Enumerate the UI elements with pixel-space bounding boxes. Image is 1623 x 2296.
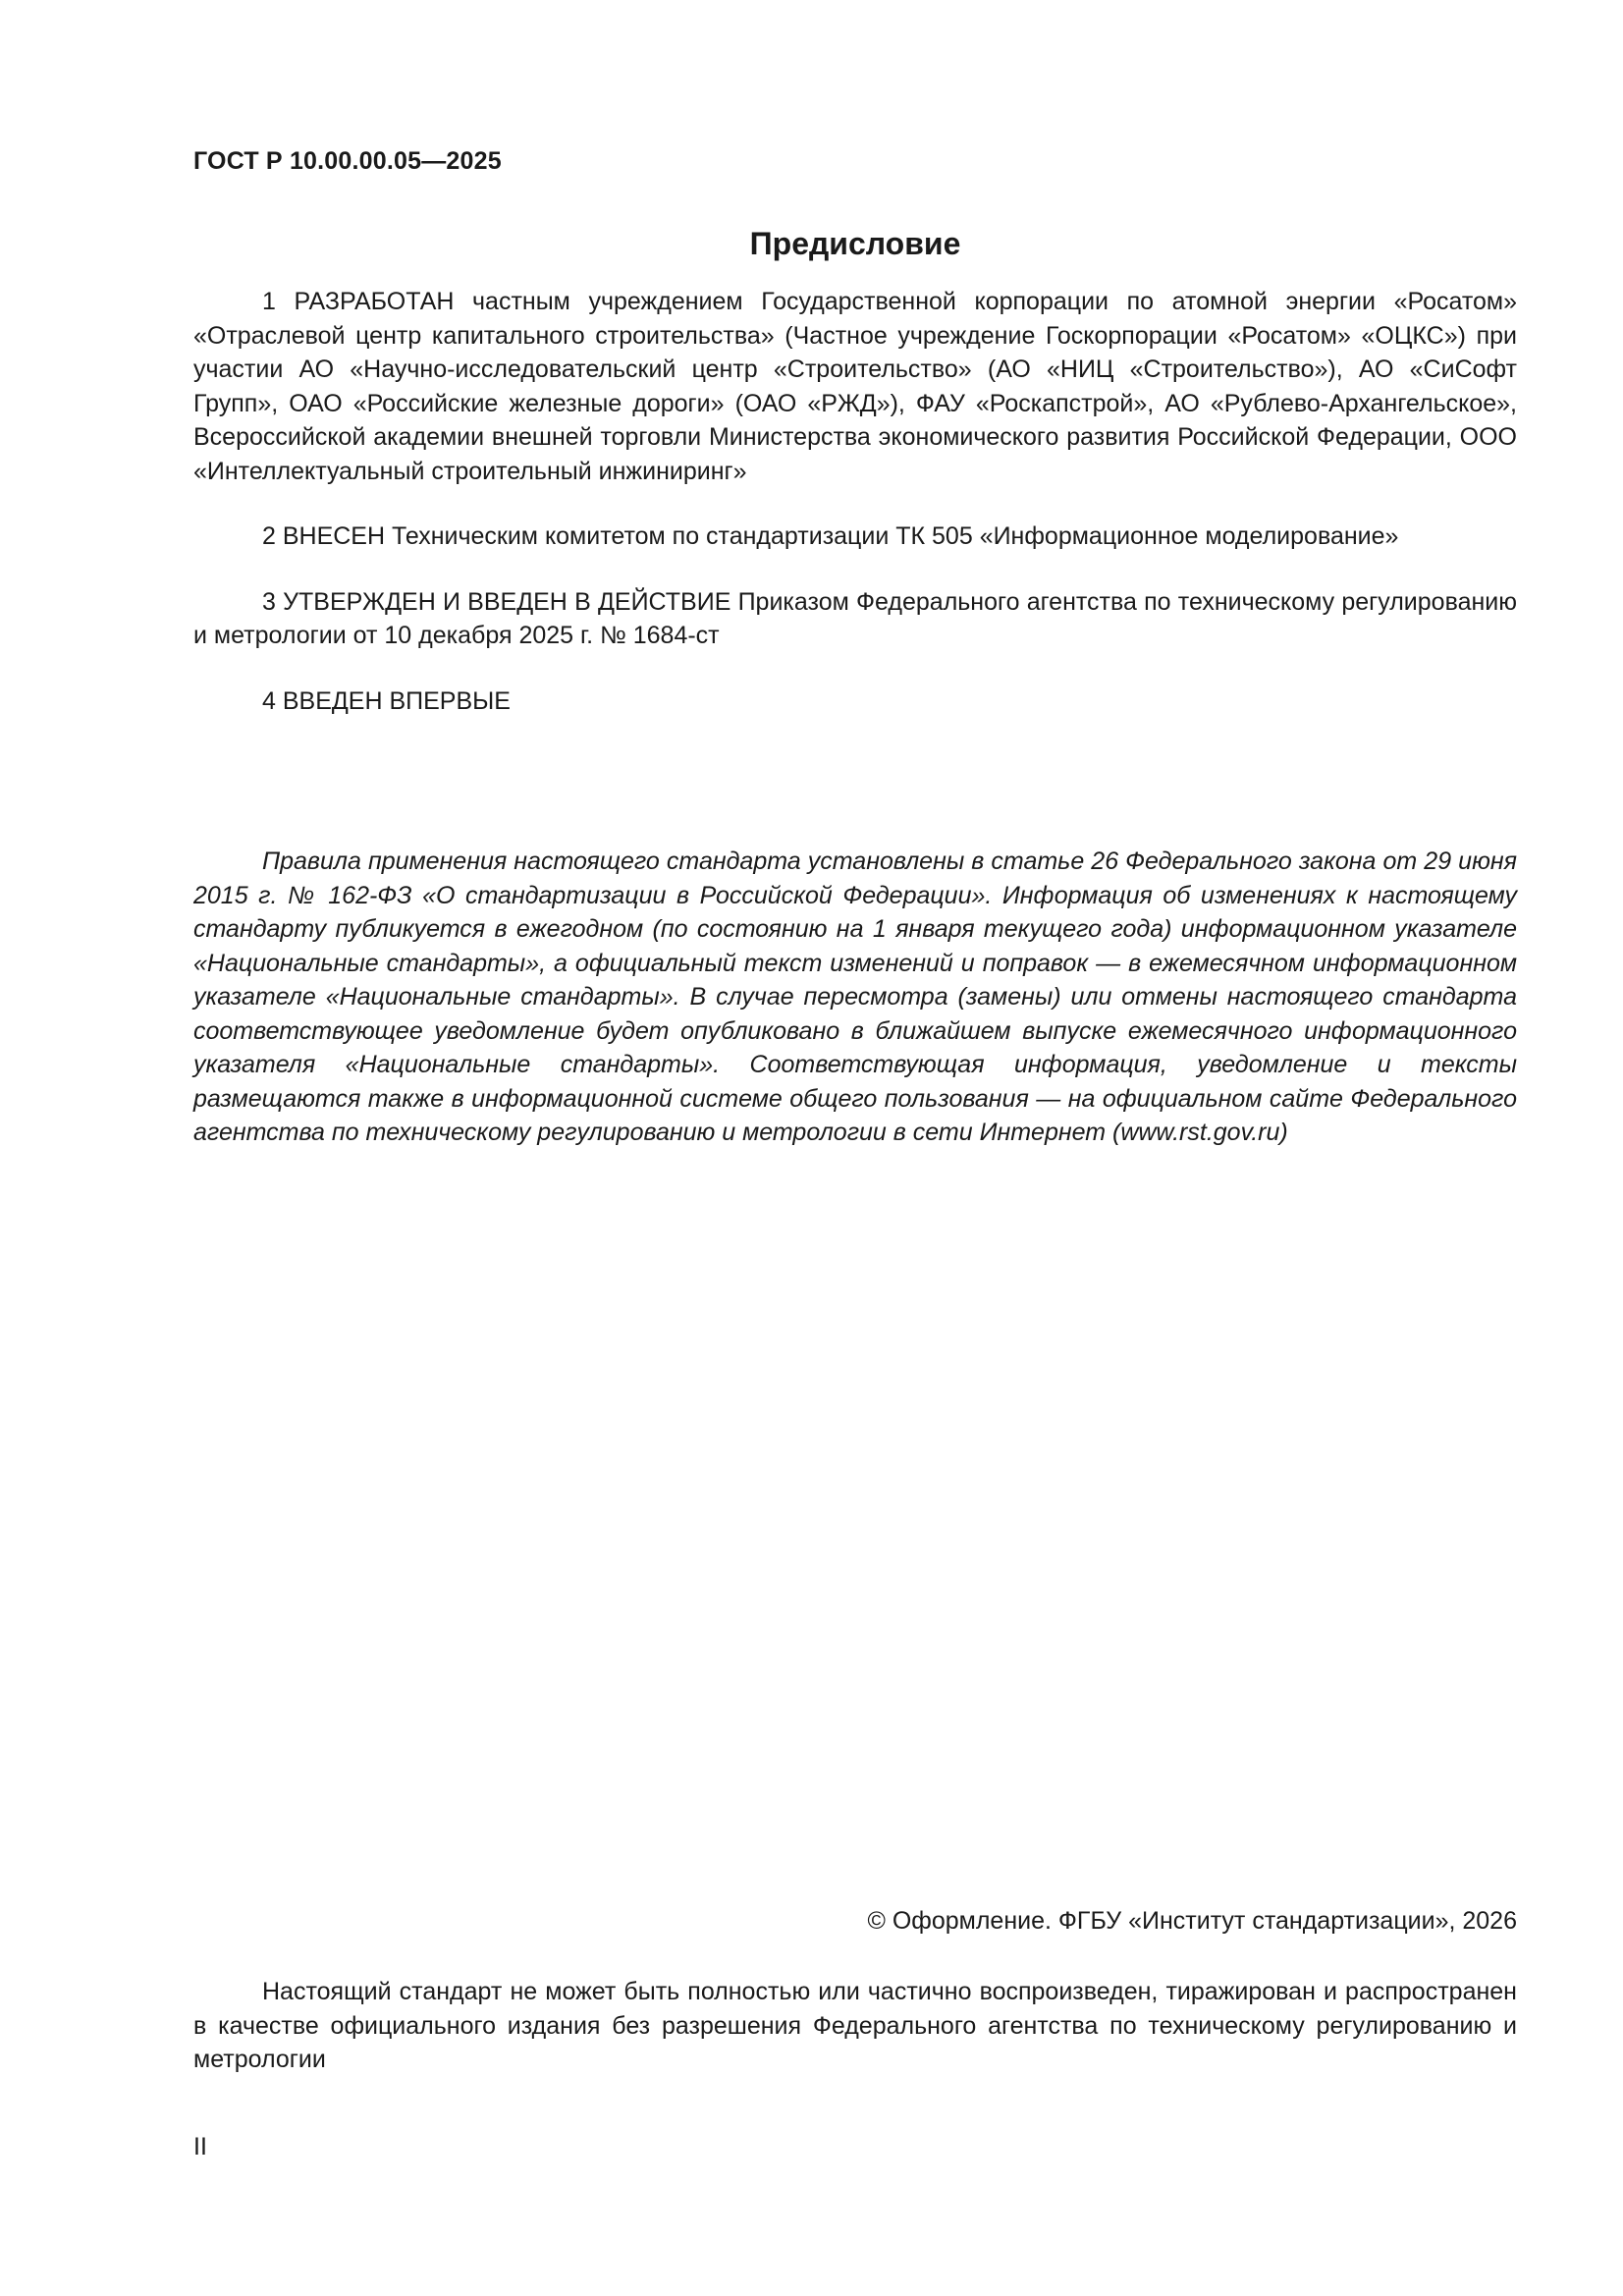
copyright-line: © Оформление. ФГБУ «Институт стандартизации», 2026 [867,1907,1517,1935]
application-rules-text: Правила применения настоящего стандарта установлены в статье 26 Федерального закона от 29 июня 2015 г. № 162-ФЗ «О стандартизации в Российской Федерации». Информация об изменениях к настоящему стандарту публикуется в ежегодном (по состоянию на 1 января текущего года) информационном указателе «Национальные стандарты», а официальный текст изменений и поправок — в ежемесячном информационном указателе «Национальные стандарты». В случае пересмотра (замены) или отмены настоящего стандарта соответствующее уведомление будет опубликовано в ближайшем выпуске ежемесячного информационного указателя «Национальные стандарты». Соответствующая информация, уведомление и тексты размещаются также в информационной системе общего пользования — на официальном сайте Федерального агентства по техническому регулированию и метрологии в сети Интернет (www.rst.gov.ru) [193,847,1517,1146]
preface-items [193,285,1517,718]
page-number: II [193,2133,207,2160]
preface-item-introduced: 2 ВНЕСЕН Техническим комитетом по стандартизации ТК 505 «Информационное моделирование» [262,522,1399,550]
preface-item-first-introduced: 4 ВВЕДЕН ВПЕРВЫЕ [262,686,511,715]
application-rules-notice [193,845,1517,1150]
document-page [193,0,1517,2296]
preface-title: Предисловие [749,226,961,261]
document-code: ГОСТ Р 10.00.00.05—2025 [193,147,502,175]
preface-item-developed: 1 РАЗРАБОТАН частным учреждением Государственной корпорации по атомной энергии «Росатом» «Отраслевой центр капитального строительства» (Частное учреждение Госкорпорации «Росатом» «ОЦКС») при участии АО «Научно-исследовательский центр «Строительство» (АО «НИЦ «Строительство»), АО «СиСофт Групп», ОАО «Российские железные дороги» (ОАО «РЖД»), ФАУ «Роскапстрой», АО «Рублево-Архангельское», Всероссийской академии внешней торговли Министерства экономического развития Российской Федерации, ООО «Интеллектуальный строительный инжиниринг» [193,288,1517,485]
reproduction-notice [193,1975,1517,2077]
reproduction-notice-text: Настоящий стандарт не может быть полностью или частично воспроизведен, тиражирован и распространен в качестве официального издания без разрешения Федерального агентства по техническому регулированию и метрологии [193,1978,1517,2073]
preface-item-approved: 3 УТВЕРЖДЕН И ВВЕДЕН В ДЕЙСТВИЕ Приказом Федерального агентства по техническому регулированию и метрологии от 10 декабря 2025 г. № 1684-ст [193,587,1517,649]
